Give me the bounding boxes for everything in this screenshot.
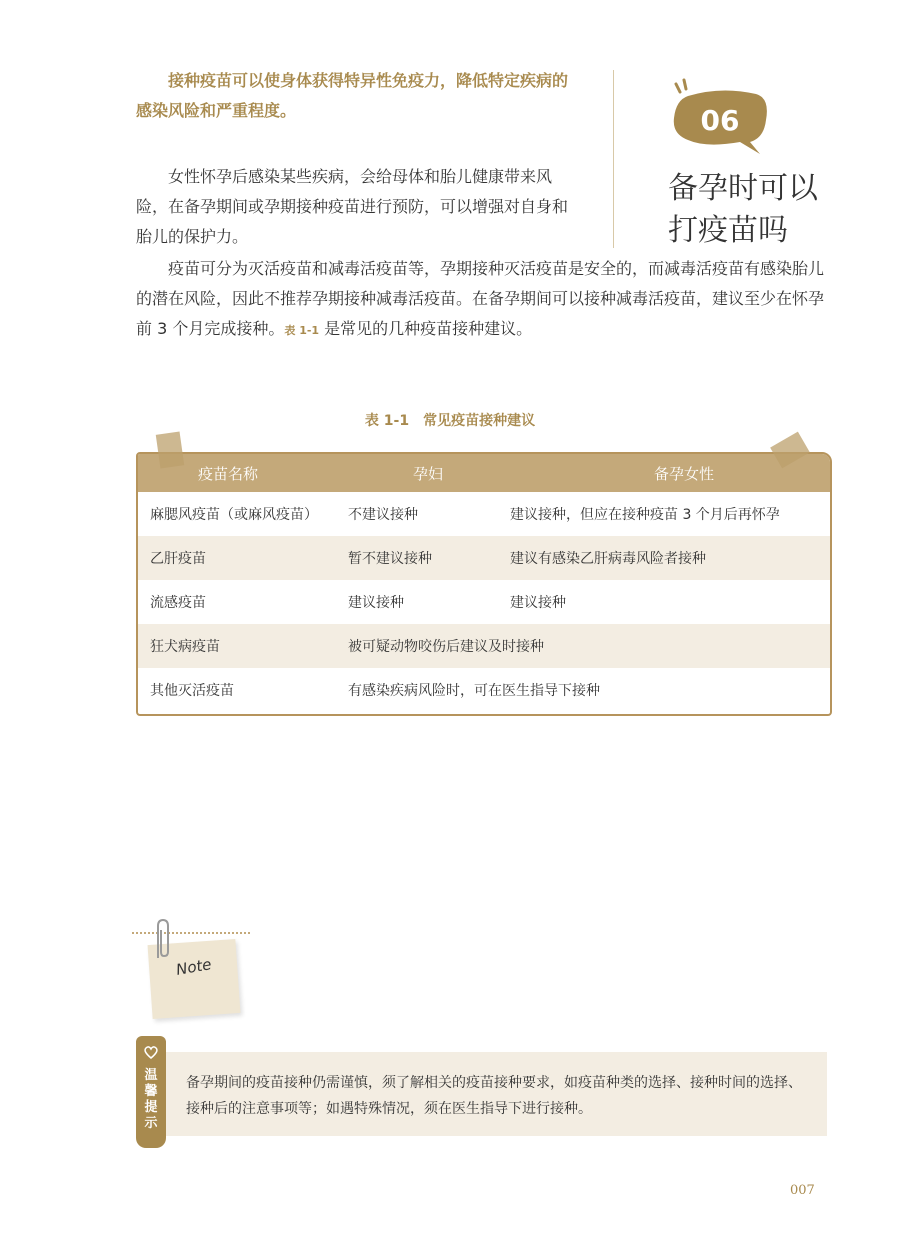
cell-vaccine-name: 狂犬病疫苗 bbox=[150, 639, 220, 655]
table-row bbox=[138, 624, 830, 668]
header-prepregnancy: 备孕女性 bbox=[653, 464, 714, 483]
table-header-row bbox=[138, 454, 830, 492]
cell-vaccine-name: 麻腮风疫苗（或麻风疫苗） bbox=[150, 507, 318, 523]
table-row bbox=[138, 492, 830, 536]
section-title-line1: 备孕时可以 bbox=[668, 171, 818, 206]
section-title bbox=[668, 168, 868, 252]
paperclip-icon bbox=[152, 918, 172, 962]
cell-merged: 被可疑动物咬伤后建议及时接种 bbox=[348, 639, 544, 655]
intro-highlight: 接种疫苗可以使身体获得特异性免疫力，降低特定疾病的感染风险和严重程度。 bbox=[136, 71, 569, 120]
column-divider bbox=[613, 70, 614, 248]
table-row bbox=[138, 536, 830, 580]
paragraph-2-text-before: 疫苗可分为灭活疫苗和减毒活疫苗等，孕期接种灭活疫苗是安全的，而减毒活疫苗有感染胎儿的潜在风险，因此不推荐孕期接种减毒活疫苗。在备孕期间可以接种减毒活疫苗，建议至少在怀孕前 3 个月完成接种。 bbox=[136, 259, 825, 338]
paragraph-1: 女性怀孕后感染某些疾病，会给母体和胎儿健康带来风险，在备孕期间或孕期接种疫苗进行预防，可以增强对自身和胎儿的保护力。 bbox=[136, 167, 569, 246]
cell-vaccine-name: 乙肝疫苗 bbox=[150, 551, 206, 567]
cell-vaccine-name: 流感疫苗 bbox=[150, 595, 206, 611]
paragraph-2-text-after: 是常见的几种疫苗接种建议。 bbox=[319, 319, 533, 338]
tip-label-char: 示 bbox=[144, 1116, 158, 1131]
speech-bubble-icon bbox=[666, 78, 776, 158]
tip-label-char: 提 bbox=[144, 1100, 158, 1115]
dotted-line bbox=[132, 932, 250, 934]
cell-prepregnancy: 建议接种，但应在接种疫苗 3 个月后再怀孕 bbox=[510, 507, 780, 523]
note-label: Note bbox=[174, 955, 213, 979]
header-vaccine-name: 疫苗名称 bbox=[197, 464, 258, 483]
table-row bbox=[138, 668, 830, 712]
cell-pregnant: 建议接种 bbox=[348, 595, 404, 611]
vaccine-table bbox=[136, 452, 832, 716]
page-number: 007 bbox=[790, 1183, 815, 1198]
tip-label-char: 温 bbox=[144, 1068, 158, 1083]
tip-label bbox=[136, 1068, 166, 1132]
paragraph-2 bbox=[136, 254, 836, 346]
cell-prepregnancy: 建议接种 bbox=[510, 595, 566, 611]
tape-decoration bbox=[156, 431, 184, 468]
cell-vaccine-name: 其他灭活疫苗 bbox=[150, 683, 234, 699]
cell-merged: 有感染疾病风险时，可在医生指导下接种 bbox=[348, 683, 600, 699]
header-pregnant: 孕妇 bbox=[412, 464, 443, 483]
table-caption: 表 1-1 常见疫苗接种建议 bbox=[364, 413, 536, 429]
table-row bbox=[138, 580, 830, 624]
cell-prepregnancy: 建议有感染乙肝病毒风险者接种 bbox=[510, 551, 706, 567]
heart-icon bbox=[143, 1044, 159, 1060]
section-title-line2: 打疫苗吗 bbox=[668, 213, 788, 248]
section-badge bbox=[666, 78, 776, 158]
cell-pregnant: 暂不建议接种 bbox=[348, 551, 432, 567]
section-number: 06 bbox=[700, 104, 740, 137]
tip-label-char: 馨 bbox=[144, 1084, 158, 1099]
cell-pregnant: 不建议接种 bbox=[348, 507, 418, 523]
table-reference: 表 1-1 bbox=[284, 324, 320, 337]
tip-text: 备孕期间的疫苗接种仍需谨慎，须了解相关的疫苗接种要求，如疫苗种类的选择、接种时间的选择、接种后的注意事项等；如遇特殊情况，须在医生指导下进行接种。 bbox=[186, 1075, 802, 1117]
